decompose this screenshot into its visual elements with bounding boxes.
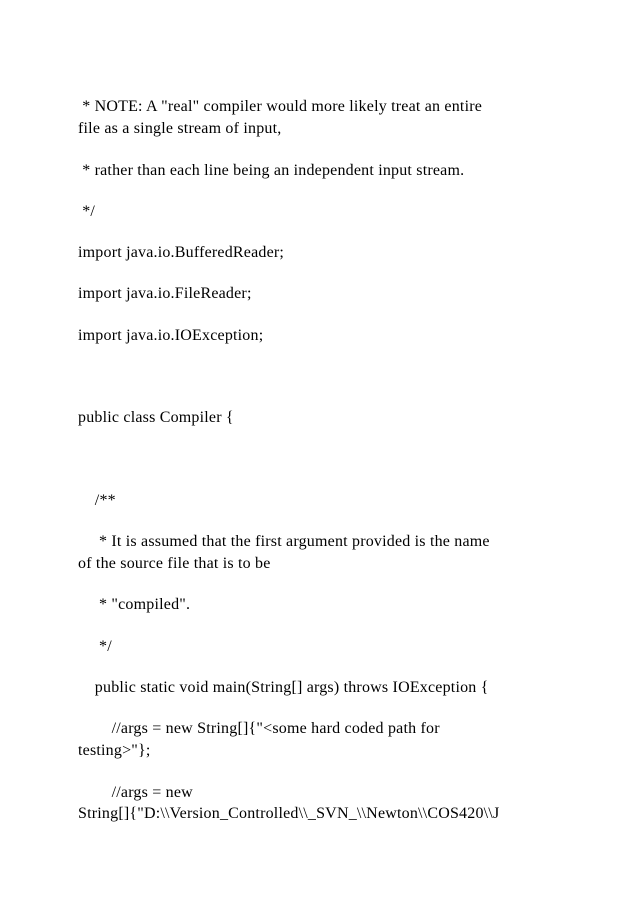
comment-line-note-cont: file as a single stream of input, xyxy=(78,120,282,137)
comment-args-hardcoded: //args = new String[]{"<some hard coded path for xyxy=(78,720,440,737)
javadoc-close: */ xyxy=(78,638,112,655)
class-declaration: public class Compiler { xyxy=(78,409,234,426)
import-buffered-reader: import java.io.BufferedReader; xyxy=(78,244,285,261)
import-io-exception: import java.io.IOException; xyxy=(78,327,264,344)
comment-args-hardcoded-cont: testing>"}; xyxy=(78,742,151,759)
comment-close: */ xyxy=(78,203,96,220)
main-method-signature: public static void main(String[] args) throws IOException { xyxy=(78,679,489,696)
javadoc-open: /** xyxy=(78,492,116,509)
comment-line-rather: * rather than each line being an independent input stream. xyxy=(78,162,465,179)
import-file-reader: import java.io.FileReader; xyxy=(78,285,252,302)
comment-line-note: * NOTE: A "real" compiler would more likely treat an entire xyxy=(78,98,483,115)
javadoc-line-assumed: * It is assumed that the first argument provided is the name xyxy=(78,533,490,550)
comment-args-new: //args = new xyxy=(78,784,193,801)
javadoc-line-compiled: * "compiled". xyxy=(78,596,191,613)
comment-args-path: String[]{"D:\\Version_Controlled\\_SVN_\\Newton\\COS420\\J xyxy=(78,805,500,822)
javadoc-line-assumed-cont: of the source file that is to be xyxy=(78,555,271,572)
